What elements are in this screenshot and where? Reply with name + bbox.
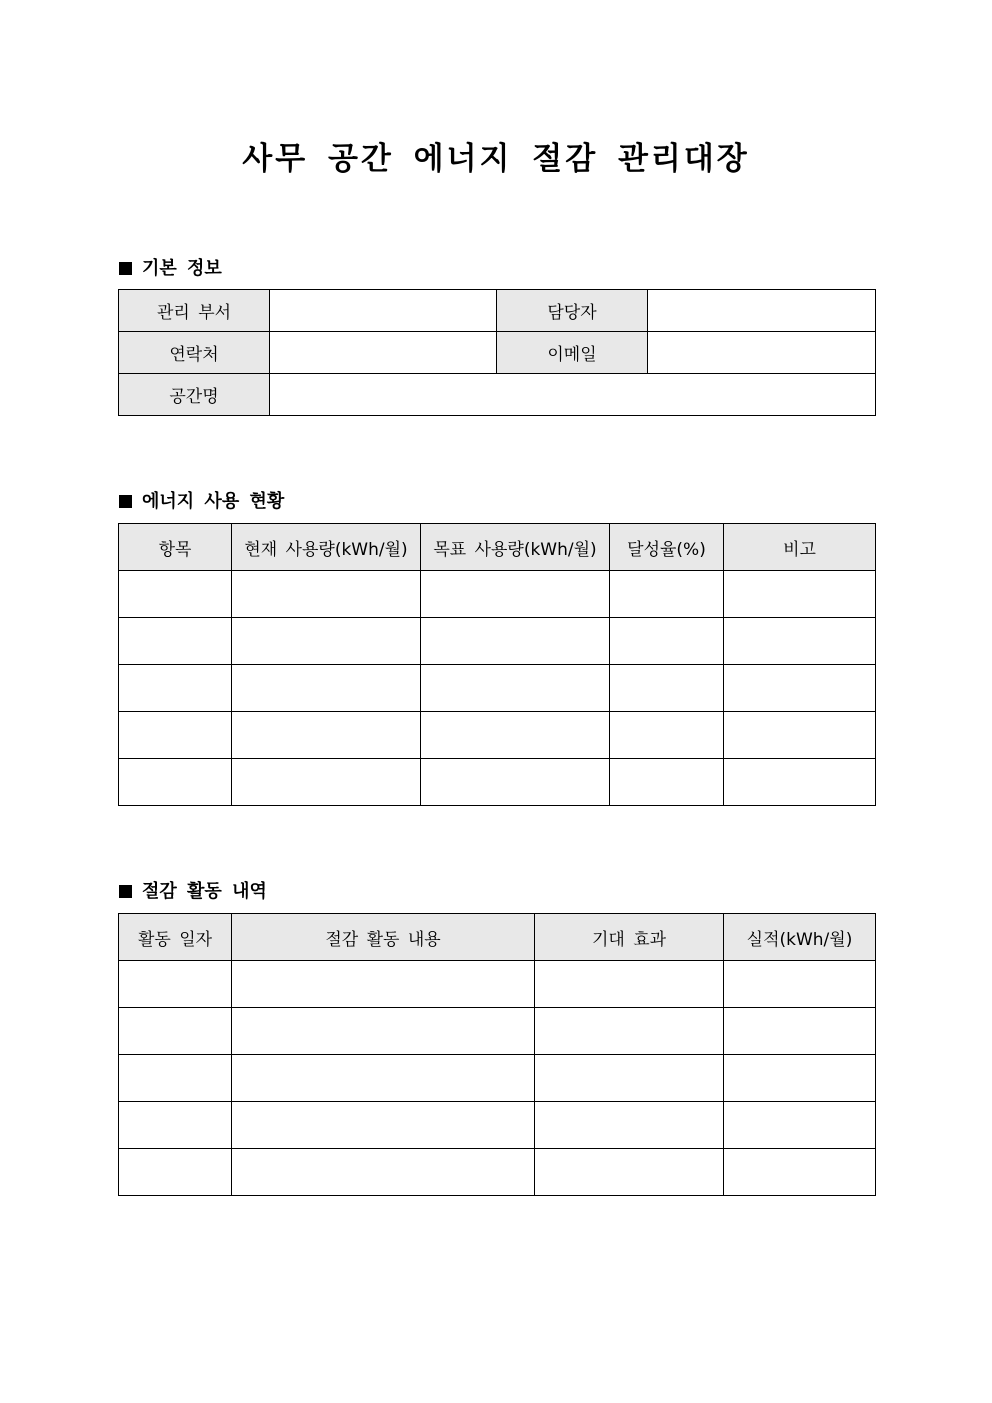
table-row [119, 1149, 876, 1196]
table-cell[interactable] [119, 665, 232, 712]
table-cell[interactable] [610, 665, 724, 712]
table-row [119, 1008, 876, 1055]
table-cell[interactable] [724, 712, 876, 759]
manager-label: 담당자 [497, 290, 648, 332]
table-cell[interactable] [421, 665, 610, 712]
table-cell[interactable] [724, 618, 876, 665]
table-cell[interactable] [724, 759, 876, 806]
table-row [119, 618, 876, 665]
table-cell[interactable] [232, 1102, 535, 1149]
table-cell[interactable] [119, 1008, 232, 1055]
manager-field[interactable] [648, 290, 876, 332]
table-cell[interactable] [232, 618, 421, 665]
email-field[interactable] [648, 332, 876, 374]
column-header-expected-effect: 기대 효과 [535, 914, 724, 961]
basic-info-table [118, 289, 876, 416]
column-header-item: 항목 [119, 524, 232, 571]
table-cell[interactable] [724, 571, 876, 618]
column-header-result: 실적(kWh/월) [724, 914, 876, 961]
table-cell[interactable] [421, 712, 610, 759]
department-field[interactable] [270, 290, 497, 332]
table-row [119, 374, 876, 416]
column-header-activity-description: 절감 활동 내용 [232, 914, 535, 961]
email-label: 이메일 [497, 332, 648, 374]
table-cell[interactable] [724, 1055, 876, 1102]
section-heading-text: 기본 정보 [142, 258, 222, 279]
table-cell[interactable] [119, 1149, 232, 1196]
table-cell[interactable] [724, 1008, 876, 1055]
table-row [119, 332, 876, 374]
space-name-label: 공간명 [119, 374, 270, 416]
department-label: 관리 부서 [119, 290, 270, 332]
saving-activities-table [118, 913, 876, 1196]
table-cell[interactable] [232, 1008, 535, 1055]
table-header-row [119, 914, 876, 961]
table-cell[interactable] [119, 1055, 232, 1102]
table-row [119, 290, 876, 332]
table-cell[interactable] [724, 961, 876, 1008]
table-cell[interactable] [232, 712, 421, 759]
table-row [119, 665, 876, 712]
column-header-activity-date: 활동 일자 [119, 914, 232, 961]
table-cell[interactable] [421, 571, 610, 618]
section-heading-basic-info [119, 254, 222, 280]
section-heading-text: 절감 활동 내역 [142, 881, 267, 902]
table-row [119, 712, 876, 759]
table-cell[interactable] [232, 1055, 535, 1102]
section-heading-saving-activities [119, 877, 267, 903]
square-bullet-icon [119, 495, 132, 508]
table-cell[interactable] [119, 759, 232, 806]
table-cell[interactable] [421, 618, 610, 665]
table-cell[interactable] [535, 1149, 724, 1196]
table-cell[interactable] [232, 665, 421, 712]
table-row [119, 1055, 876, 1102]
section-heading-text: 에너지 사용 현황 [142, 491, 285, 512]
table-row [119, 759, 876, 806]
table-cell[interactable] [610, 618, 724, 665]
table-cell[interactable] [119, 618, 232, 665]
table-cell[interactable] [421, 759, 610, 806]
table-cell[interactable] [119, 1102, 232, 1149]
square-bullet-icon [119, 262, 132, 275]
table-row [119, 571, 876, 618]
table-cell[interactable] [535, 1008, 724, 1055]
contact-label: 연락처 [119, 332, 270, 374]
document-title: 사무 공간 에너지 절감 관리대장 [242, 141, 750, 177]
table-cell[interactable] [610, 571, 724, 618]
table-cell[interactable] [535, 1055, 724, 1102]
column-header-target-usage: 목표 사용량(kWh/월) [421, 524, 610, 571]
table-cell[interactable] [119, 961, 232, 1008]
table-cell[interactable] [535, 961, 724, 1008]
column-header-achievement-rate: 달성율(%) [610, 524, 724, 571]
contact-field[interactable] [270, 332, 497, 374]
table-cell[interactable] [724, 1102, 876, 1149]
section-heading-energy-usage [119, 487, 284, 513]
energy-usage-table [118, 523, 876, 806]
table-cell[interactable] [724, 665, 876, 712]
table-cell[interactable] [232, 759, 421, 806]
table-cell[interactable] [119, 712, 232, 759]
table-cell[interactable] [610, 759, 724, 806]
space-name-field[interactable] [270, 374, 876, 416]
square-bullet-icon [119, 885, 132, 898]
column-header-current-usage: 현재 사용량(kWh/월) [232, 524, 421, 571]
table-cell[interactable] [535, 1102, 724, 1149]
table-cell[interactable] [724, 1149, 876, 1196]
table-row [119, 1102, 876, 1149]
table-cell[interactable] [232, 571, 421, 618]
table-row [119, 961, 876, 1008]
column-header-remarks: 비고 [724, 524, 876, 571]
table-cell[interactable] [610, 712, 724, 759]
table-cell[interactable] [232, 1149, 535, 1196]
table-header-row [119, 524, 876, 571]
table-cell[interactable] [119, 571, 232, 618]
table-cell[interactable] [232, 961, 535, 1008]
